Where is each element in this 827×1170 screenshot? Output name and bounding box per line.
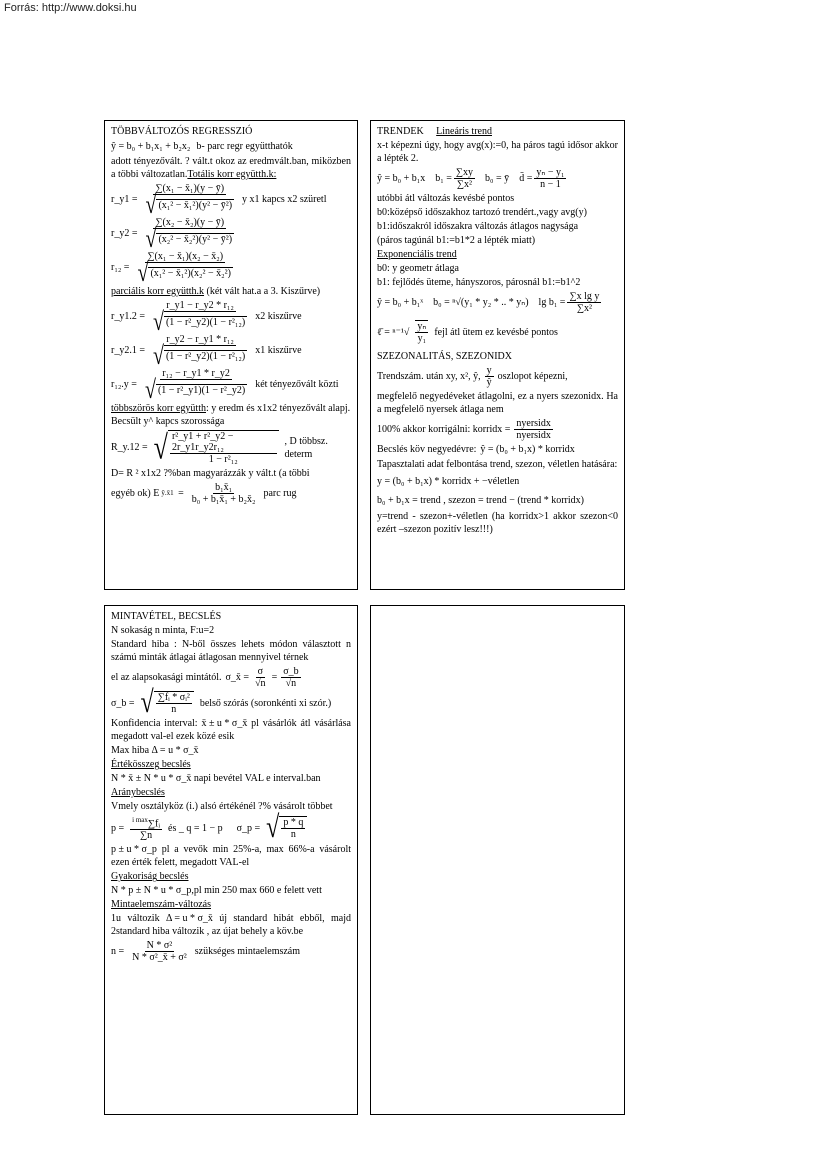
section-heading: SZEZONALITÁS, SZEZONIDX [377, 351, 512, 362]
numerator: yₙ [417, 321, 427, 332]
denominator: √ (1 − r²_y2)(1 − r²₁₂) [152, 341, 246, 371]
denominator: ∑n [140, 830, 153, 842]
formula-row-R [111, 430, 351, 465]
radicand: (1 − r²_y2)(1 − r²₁₂) [165, 351, 246, 362]
numerator: y [486, 365, 492, 376]
formula: Δ = u * σ_x̄ [165, 913, 213, 925]
numerator: ∑fᵢ * σᵢ² [157, 692, 190, 703]
text-part: Konfidencia interval: [111, 718, 198, 729]
fraction [567, 291, 601, 314]
fraction [168, 430, 279, 465]
formula-lhs: r_y1.2 = [111, 310, 145, 322]
denominator: √n [255, 678, 266, 689]
formula: Δ = u * σ_x̄ [151, 745, 199, 756]
value-sum-line [111, 772, 351, 785]
formula: ŷ = b₀ + b₁x [377, 173, 426, 184]
formula-note: belső szórás (soronkénti xi szór.) [199, 697, 332, 709]
fraction [143, 368, 249, 405]
paragraph: x-t képezni úgy, hogy avg(x):=0, ha páros tagú idősor akkor a lépték 2. [377, 140, 618, 164]
radicand: (1 − r²_y2)(1 − r²₁₂) [165, 317, 246, 328]
box-title: MINTAVÉTEL, BECSLÉS [111, 611, 222, 622]
fraction [154, 691, 194, 715]
fraction [415, 320, 428, 344]
section-heading: parciális korr együtth.k [111, 286, 205, 297]
numerator: ∑(x₁ − x̄₁)(x₂ − x̄₂) [147, 251, 224, 262]
text-part: napi bevétel VAL e interval.ban [193, 773, 321, 784]
elasticity-prefix: egyéb ok) E [111, 488, 160, 499]
text-line: utóbbi átl változás kevésbé pontos [377, 193, 515, 204]
proportion-paragraph [111, 843, 351, 869]
text-line: b0:középső időszakhoz tartozó trendért.,vagy avg(y) [377, 207, 587, 218]
numerator: ∑x lg y [569, 291, 600, 302]
denominator: 1 − r²₁₂ [208, 454, 238, 465]
formula-row-exp [377, 291, 618, 314]
formula: y = (b₀ + b₁x) * korridx + −véletlen [377, 476, 520, 487]
formula-lhs: σ_b = [111, 697, 135, 709]
formula: b₀ = ⁿ√(y₁ * y₂ * .. * yₙ) [433, 297, 529, 308]
sampling-estimation-box [104, 605, 358, 1115]
formula-lhs: r₁₂ = [111, 261, 130, 273]
radicand: (x₂² − x̄₂²)(y² − ȳ²) [158, 234, 233, 245]
formula-row-E [111, 482, 351, 505]
denominator: ∑x² [576, 303, 592, 314]
denominator: ŷ [486, 377, 492, 388]
fraction [279, 816, 307, 840]
denominator: n [171, 704, 177, 715]
sum-upper-limit: i max [132, 816, 148, 824]
section-heading: Lineáris trend [436, 126, 492, 137]
text-part: 1u változik [111, 913, 160, 925]
fraction [135, 251, 235, 288]
season-row1 [377, 365, 618, 388]
formula: x̄ ± u * σ_x̄ [201, 718, 248, 729]
text-part: el az alapsokasági mintától. [111, 672, 222, 683]
section-link: Totális korr együtth.k: [187, 169, 277, 180]
formula-lhs: σ_x̄ = [225, 672, 250, 683]
formula: ŷ = (b₀ + b₁x) * korridx [480, 444, 575, 455]
formula-b1 [435, 167, 475, 190]
paragraph [111, 155, 351, 181]
formula-lhs: R_y.12 = [111, 442, 148, 453]
formula-lhs: σ_p = [236, 822, 261, 834]
text-part: pl vásárlók átl vásárlása megadott val-el ezek közé esik [111, 718, 351, 742]
formula-row-linear [377, 167, 618, 190]
text-part: Max hiba [111, 745, 150, 756]
formula-lhs: r₁₂.y = [111, 378, 137, 390]
text-line: b1: fejlődés üteme, hányszoros, párosnál b1:=b1^2 [377, 277, 581, 288]
box-title: TRENDEK [377, 126, 424, 137]
numerator-text: ∑fᵢ [147, 818, 160, 830]
season-row4 [377, 443, 618, 456]
formula-note: fejl átl ütem ez kevésbé pontos [434, 326, 558, 338]
fraction [534, 167, 566, 190]
fraction [143, 217, 236, 254]
text-part: oszlopot képezni, [497, 371, 568, 382]
text-part: Becslés köv negyedévre: [377, 444, 477, 455]
text-part: pl a vevők min 25%-a, max 66%-a vásárolt ezen érték felett, megadott VAL-el [111, 844, 352, 869]
elasticity-subscript: ŷ.x̄1 [161, 489, 174, 497]
multivariate-regression-box [104, 120, 358, 590]
numerator: b₁x̄₁ [215, 482, 233, 493]
section-heading: Értékösszeg becslés [111, 759, 191, 770]
formula-row-ry21 [111, 334, 351, 371]
equals-sign: = [271, 672, 278, 683]
formula-row-sb [111, 686, 351, 720]
square-root: √ $\frac{\text{∑fᵢ * σᵢ²}}{n}$ [141, 691, 194, 715]
section-note: (két vált hat.a a 3. Kiszűrve) [206, 286, 321, 297]
formula-lhs: p = [111, 822, 125, 834]
formula-note: , D többsz. determ [284, 435, 328, 460]
text-line: N sokaság n minta, F:u=2 [111, 625, 215, 636]
denominator: n [290, 829, 296, 841]
formula-lgb1 [539, 291, 602, 314]
max-error-line [111, 744, 351, 757]
formula-note: b- parc regr együtthatók [196, 141, 293, 152]
square-root: √ $\frac{\text{r²\_y1 + r²\_y2 − 2r\_y1r\_y2r₁₂}}{\text{1 − r²₁₂}}$ [154, 430, 279, 465]
formula-row [111, 140, 351, 153]
fraction [151, 300, 249, 337]
formula-lhs: r_y2 = [111, 227, 138, 239]
section-heading: Exponenciális trend [377, 249, 457, 260]
formula-lhs: ℓ̄ = ⁿ⁻¹√ [377, 326, 410, 338]
numerator: ∑(x₁ − x̄₁)(y − ȳ) [155, 183, 225, 194]
text-part: új standard hibát ebből, majd 2standard hiba változik , az újat behely a köv.be [111, 913, 352, 938]
paragraph: Standard hiba : N-ből összes lehets módon választott n számú minták átlagai átlagosan mennyivel térnek [111, 639, 351, 663]
numerator: σ [257, 666, 263, 677]
denominator: √ (x₂² − x̄₂²)(y² − ȳ²) [145, 224, 233, 254]
paragraph: megfelelő negyedéveket átlagolni, ez a nyers szezonidx. Ha a megfelelő nyersek átlaga nem [377, 391, 618, 415]
formula: N * p ± N * u * σ_p [111, 885, 192, 897]
text-part: 100% akkor korrigálni: korridx = [377, 424, 511, 435]
formula: ŷ = b₀ + b₁ˣ [377, 297, 424, 308]
paragraph: y=trend - szezon+-véletlen (ha korridx>1 akkor szezon<0 ezért –szezon pozitív lesz!!!) [377, 511, 618, 535]
fraction [485, 365, 494, 388]
denominator: b₀ + b₁x̄₁ + b₂x̄₂ [191, 494, 256, 505]
season-row3 [377, 418, 618, 441]
numerator [130, 815, 162, 830]
text-line: b0: y geometr átlaga [377, 263, 459, 274]
section-heading: Gyakoriság becslés [111, 871, 189, 883]
numerator: r_y1 − r_y2 * r₁₂ [166, 300, 234, 311]
denominator: √ (x₁² − x̄₁²)(x₂² − x̄₂²) [137, 258, 231, 288]
denominator: √n [285, 678, 297, 689]
paragraph: Vmely osztályköz (i.) alsó értékénél ?% vásárolt többet [111, 801, 333, 812]
formula-row-p [111, 811, 351, 846]
fraction [281, 666, 300, 689]
fraction [190, 482, 258, 505]
source-label: Forrás: http://www.doksi.hu [4, 2, 137, 14]
formula-lhs: n = [111, 946, 125, 958]
section-heading: többszörös korr együtth [111, 403, 206, 414]
denominator: √ (1 − r²_y1)(1 − r²_y2) [144, 375, 246, 405]
formula: b₀ + b₁x = trend , szezon = trend − (trend * korridx) [377, 495, 584, 506]
numerator: r_y2 − r_y1 * r₁₂ [166, 334, 234, 345]
formula-note: y x1 kapcs x2 szüretl [242, 193, 327, 205]
numerator: ∑(x₂ − x̄₂)(y − ȳ) [155, 217, 225, 228]
formula-d [519, 167, 566, 190]
formula-lhs: r_y1 = [111, 193, 138, 205]
numerator: nyersidx [516, 418, 551, 429]
fraction [454, 167, 475, 190]
fraction [130, 815, 162, 841]
radicand: (x₁² − x̄₁²)(x₂² − x̄₂²) [150, 268, 231, 279]
formula-note: x2 kiszűrve [255, 310, 302, 322]
formula-b0: b₀ = ȳ [485, 173, 510, 184]
numerator: ∑xy [455, 167, 474, 178]
section-note: : y eredm és x1x2 tényezővált alapj. Becsült y^ kapcs szorossága [111, 403, 351, 427]
numerator: r²_y1 + r²_y2 − 2r_y1r_y2r₁₂ [170, 431, 277, 454]
formula-lhs: egyéb ok) E ŷ.x̄1 = [111, 488, 184, 499]
square-root: √ $\frac{p * q}{n}$ [266, 816, 307, 840]
formula-row-ry2 [111, 217, 351, 254]
text-part: ,pl min 250 max 660 e felett vett [191, 885, 322, 897]
paragraph-text: adott tényezővált. ? vált.t okoz az eredmvált.ban, miközben a többi változatlan. [111, 156, 351, 180]
text-part: Trendszám. után xy, x², ŷ, [377, 371, 481, 382]
formula-lhs: b₁ = [435, 173, 452, 184]
fraction [151, 334, 249, 371]
formula-lhs: r_y2.1 = [111, 344, 145, 356]
denominator: ∑x² [456, 179, 473, 190]
radicand: (x₁² − x̄₁²)(y² − ȳ²) [158, 200, 233, 211]
formula-lhs: lg b₁ = [538, 297, 566, 308]
formula: p ± u * σ_p [111, 844, 157, 856]
formula-row-r12 [111, 251, 351, 288]
formula-note: x1 kiszűrve [255, 344, 302, 356]
formula-row-ry1 [111, 183, 351, 220]
denominator: √ (1 − r²_y2)(1 − r²₁₂) [152, 307, 246, 337]
frequency-line [111, 884, 351, 897]
paragraph: Tapasztalati adat felbontása trend, szezon, véletlen hatására: [377, 459, 618, 470]
formula-lhs: d̄ = [519, 173, 533, 184]
numerator: yₙ − y₁ [536, 167, 565, 178]
formula-note: parc rug [263, 488, 297, 499]
confidence-paragraph [111, 717, 351, 743]
fraction [253, 666, 268, 689]
radicand: (1 − r²_y1)(1 − r²_y2) [157, 385, 246, 396]
formula: ŷ = b₀ + b₁x₁ + b₂x₂ [111, 141, 191, 152]
empty-box [370, 605, 625, 1115]
title-row [377, 125, 618, 138]
determination-line: D= R ² x1x2 ?%ban magyarázzák y vált.t (a többi [111, 468, 310, 479]
numerator: N * σ² [146, 940, 173, 952]
numerator: σ_b [283, 666, 299, 677]
fraction [514, 418, 552, 441]
formula-row-ry12 [111, 300, 351, 337]
text-line: (páros tagúnál b1:=b1*2 a lépték miatt) [377, 235, 536, 246]
numerator: p * q [283, 817, 304, 829]
denominator: n − 1 [540, 179, 561, 190]
box-title: TÖBBVÁLTOZÓS REGRESSZIÓ [111, 126, 253, 137]
numerator: r₁₂ − r_y1 * r_y2 [162, 368, 230, 379]
formula-note: szükséges mintaelemszám [194, 946, 301, 958]
denominator: N * σ²_x̄ + σ² [132, 952, 187, 964]
fraction [143, 183, 236, 220]
sample-size-paragraph [111, 912, 351, 938]
formula-row-r12y [111, 368, 351, 405]
denominator: y₁ [417, 333, 427, 344]
formula-note: két tényezővált közti [255, 378, 339, 390]
text-line: b1:időszakról időszakra változás átlagos nagysága [377, 221, 579, 232]
formula: és _ q = 1 − p [168, 822, 223, 834]
multi-corr-row [111, 402, 351, 428]
trends-box [370, 120, 625, 590]
section-heading: Mintaelemszám-változás [111, 899, 211, 911]
denominator: nyersidx [516, 430, 551, 441]
formula-row-l [377, 320, 618, 344]
formula: N * x̄ ± N * u * σ_x̄ [111, 773, 192, 784]
section-heading: Aránybecslés [111, 787, 165, 798]
denominator: √ (x₁² − x̄₁²)(y² − ȳ²) [145, 190, 233, 220]
formula-row-n [111, 940, 351, 963]
fraction [130, 940, 189, 963]
